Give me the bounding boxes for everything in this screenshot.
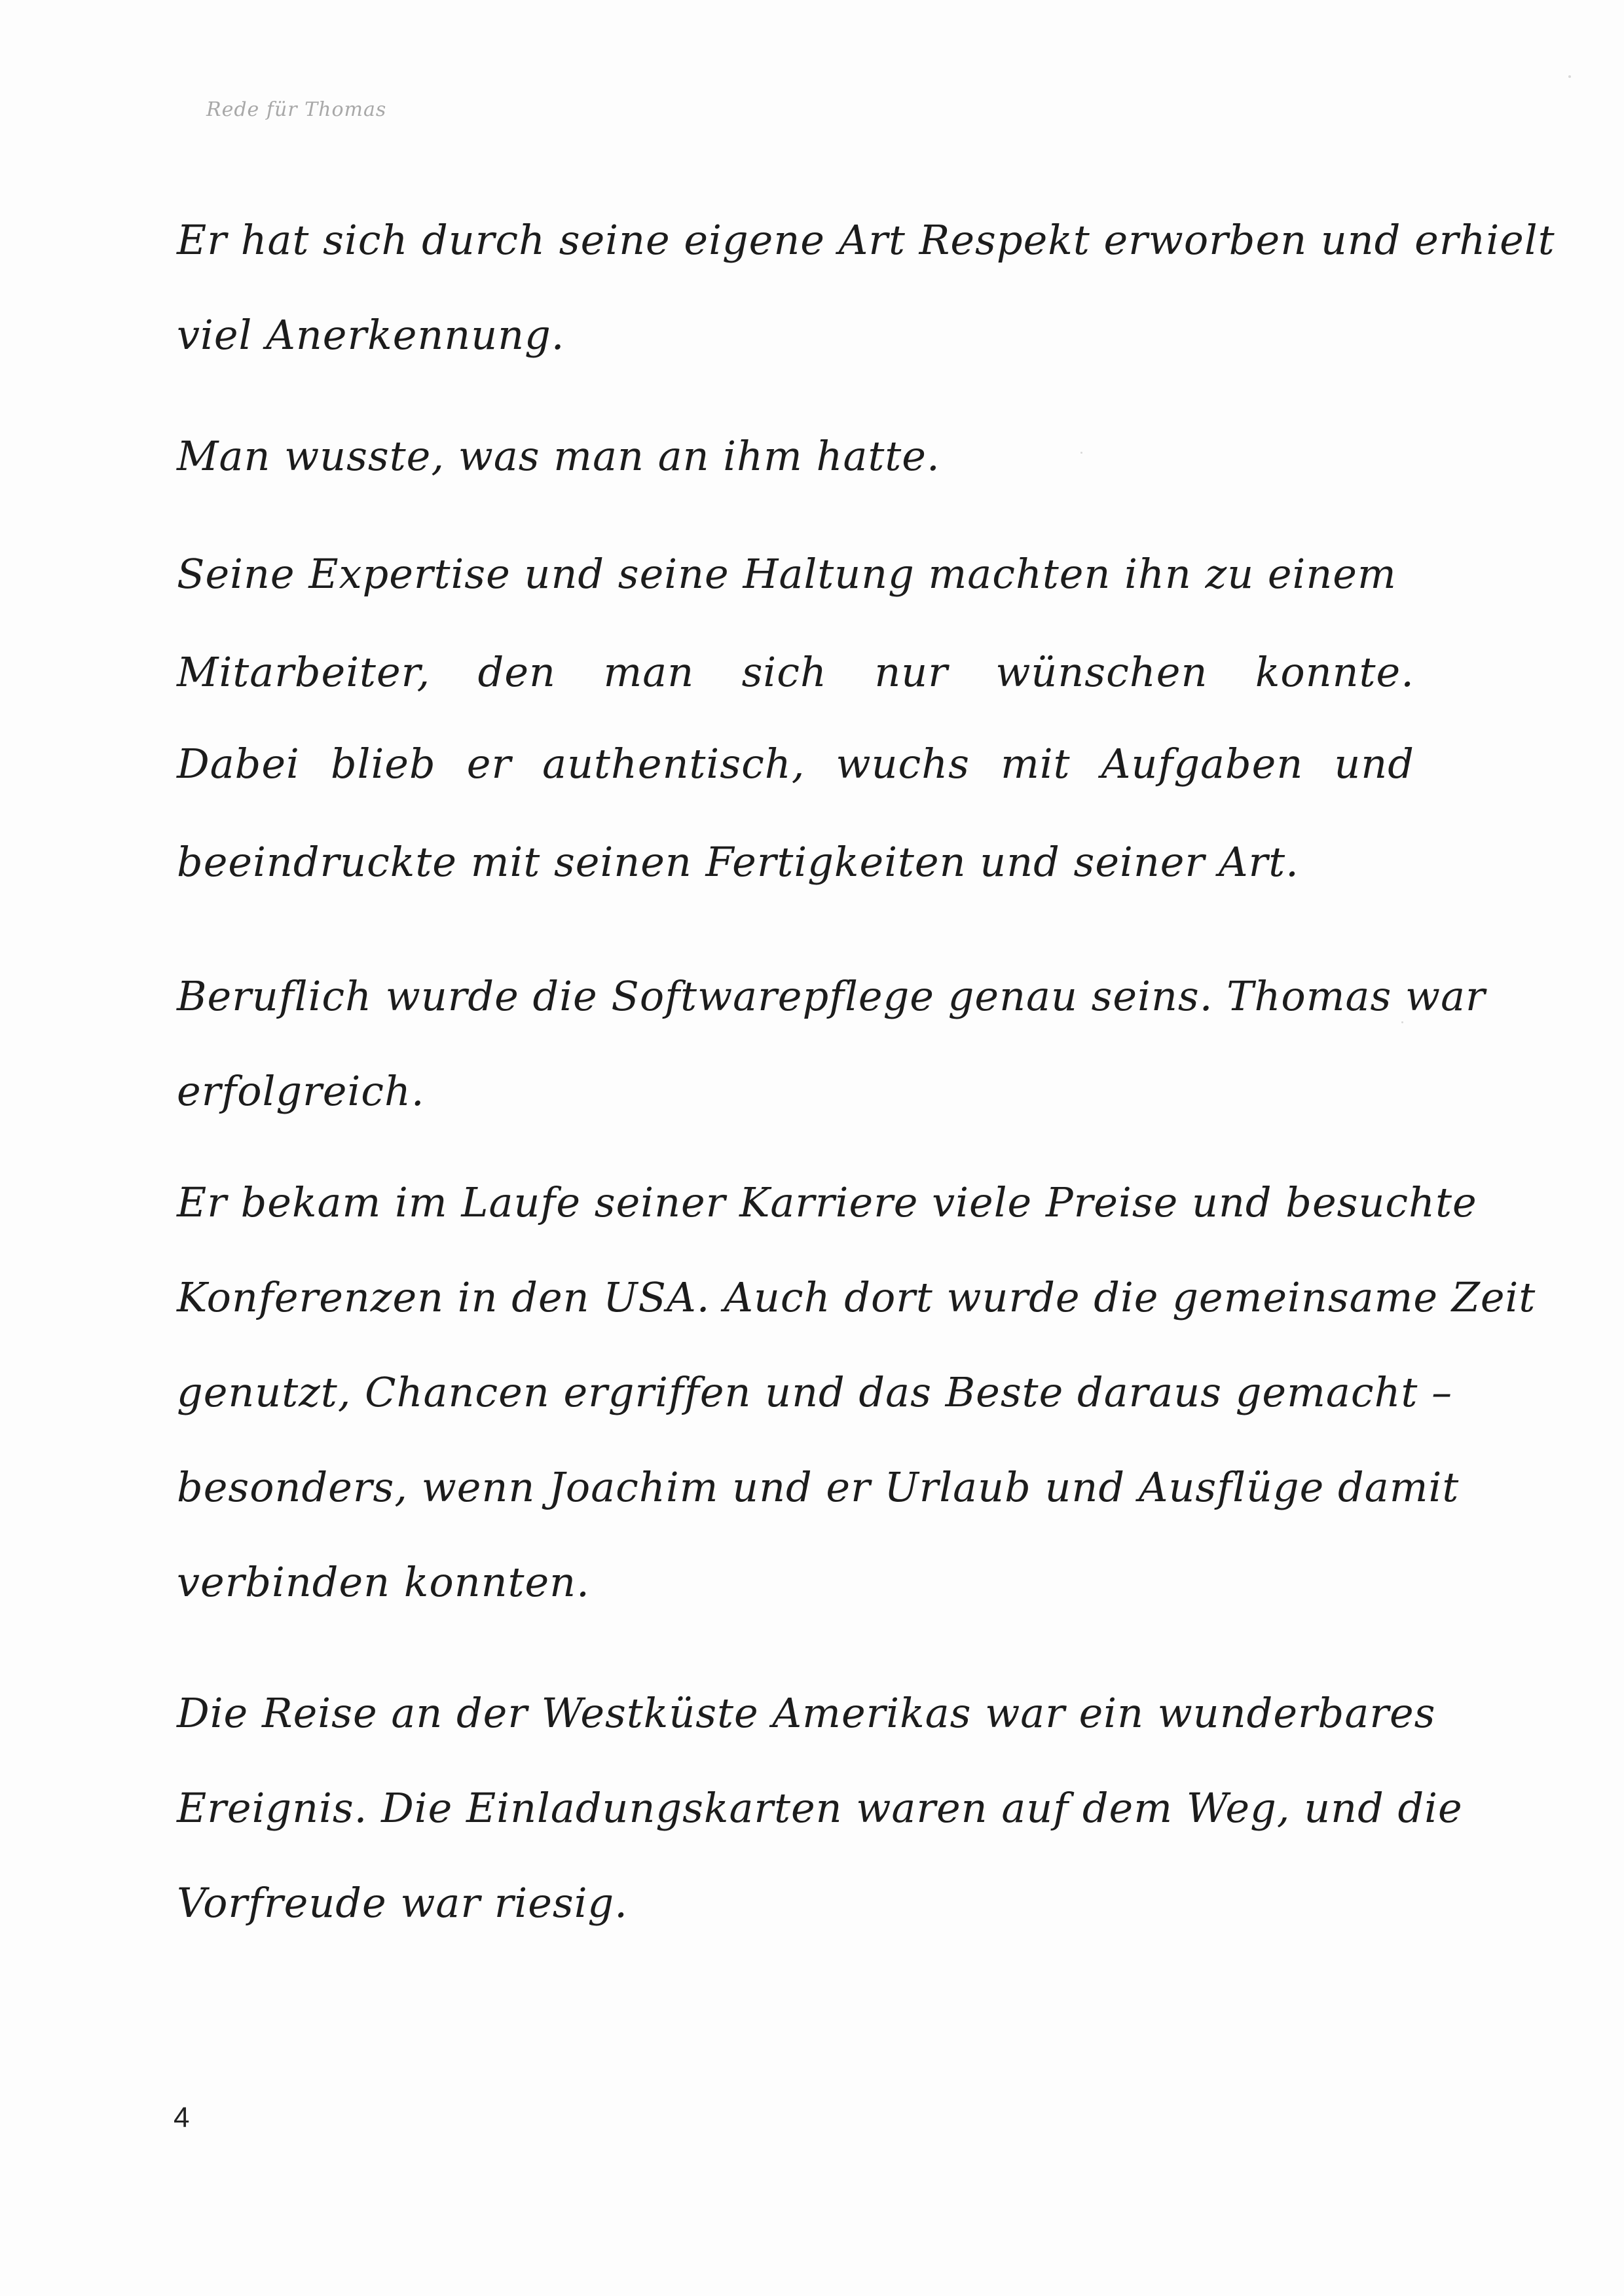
scan-speck	[1401, 1021, 1403, 1023]
word: blieb	[330, 740, 436, 788]
text-line: erfolgreich.	[177, 1067, 425, 1115]
text-line: Man wusste, was man an ihm hatte.	[177, 432, 940, 480]
scan-speck	[1080, 452, 1082, 454]
word: konnte.	[1255, 648, 1414, 696]
word: den	[477, 648, 556, 696]
text-line: Beruflich wurde die Softwarepflege genau seins. Thomas war	[177, 972, 1486, 1020]
word: Aufgaben	[1101, 740, 1304, 788]
text-line	[177, 740, 1414, 788]
text-line: Er hat sich durch seine eigene Art Respekt erworben und erhielt	[177, 216, 1555, 264]
word: authentisch,	[542, 740, 805, 788]
word: und	[1334, 740, 1414, 788]
text-line: Er bekam im Laufe seiner Karriere viele Preise und besuchte	[177, 1178, 1477, 1226]
text-line: besonders, wenn Joachim und er Urlaub und Ausflüge damit	[177, 1463, 1460, 1511]
text-line: Vorfreude war riesig.	[177, 1879, 628, 1927]
page-number: 4	[174, 2102, 190, 2134]
text-line: verbinden konnten.	[177, 1558, 590, 1606]
text-line: Ereignis. Die Einladungskarten waren auf dem Weg, und die	[177, 1784, 1463, 1832]
word: wünschen	[995, 648, 1208, 696]
text-line: viel Anerkennung.	[177, 311, 565, 359]
text-line: Seine Expertise und seine Haltung machten ihn zu einem	[177, 550, 1397, 598]
word: man	[603, 648, 695, 696]
word: wuchs	[836, 740, 970, 788]
text-line	[177, 648, 1414, 696]
scan-speck	[1568, 75, 1571, 78]
text-line: Konferenzen in den USA. Auch dort wurde die gemeinsame Zeit	[177, 1273, 1536, 1321]
word: sich	[741, 648, 827, 696]
text-line: Die Reise an der Westküste Amerikas war ein wunderbares	[177, 1689, 1436, 1737]
word: Dabei	[177, 740, 300, 788]
word: er	[466, 740, 512, 788]
text-line: beeindruckte mit seinen Fertigkeiten und seiner Art.	[177, 838, 1299, 886]
word: Mitarbeiter,	[177, 648, 431, 696]
text-line: genutzt, Chancen ergriffen und das Beste daraus gemacht –	[177, 1368, 1453, 1416]
word: mit	[1001, 740, 1071, 788]
running-header: Rede für Thomas	[206, 98, 387, 121]
word: nur	[874, 648, 948, 696]
